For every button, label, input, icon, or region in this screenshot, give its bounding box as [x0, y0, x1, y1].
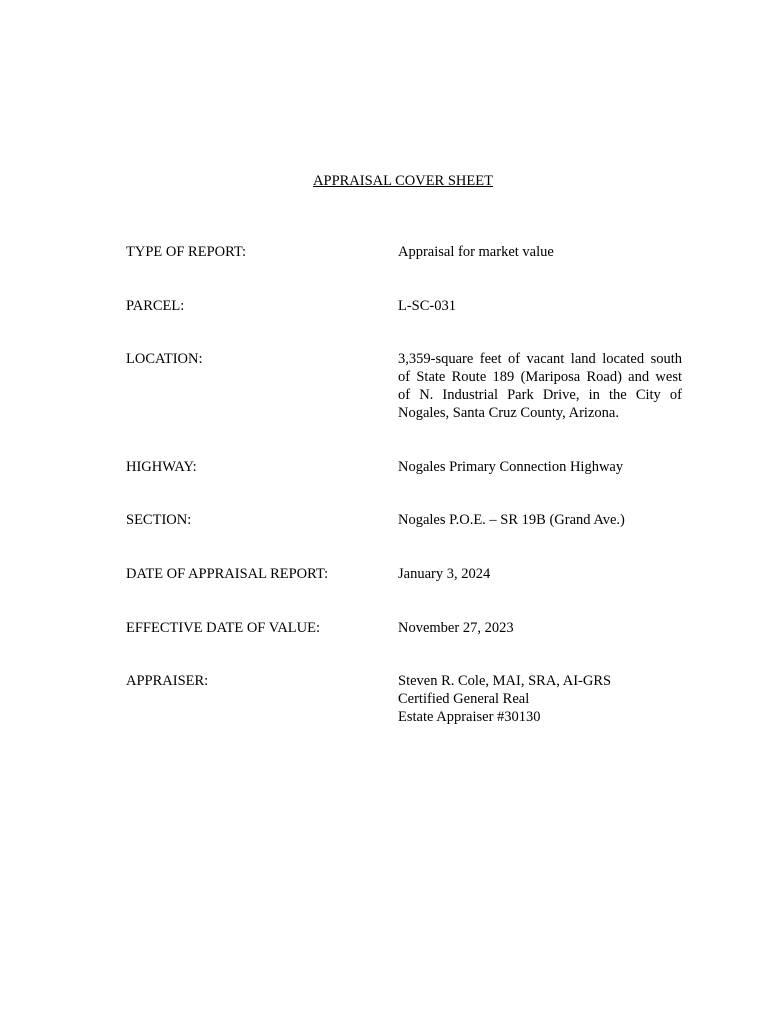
location-line: of State Route 189 (Mariposa Road) and west — [398, 369, 682, 385]
field-value: Nogales P.O.E. – SR 19B (Grand Ave.) — [398, 512, 625, 528]
field-label: HIGHWAY: — [126, 459, 197, 475]
location-line: of N. Industrial Park Drive, in the City of — [398, 387, 682, 403]
appraiser-line: Certified General Real — [398, 691, 530, 707]
appraiser-line: Estate Appraiser #30130 — [398, 709, 541, 725]
field-value — [398, 350, 682, 422]
field-label: TYPE OF REPORT: — [126, 244, 247, 260]
field-label: LOCATION: — [126, 351, 203, 367]
field-label: SECTION: — [126, 512, 192, 528]
field-value: L-SC-031 — [398, 298, 456, 314]
field-value: Appraisal for market value — [398, 244, 554, 260]
field-value: Nogales Primary Connection Highway — [398, 459, 624, 475]
field-value: November 27, 2023 — [398, 620, 514, 636]
location-line: Nogales, Santa Cruz County, Arizona. — [398, 405, 619, 421]
location-line: 3,359-square feet of vacant land located south — [398, 351, 682, 367]
field-label: DATE OF APPRAISAL REPORT: — [126, 566, 329, 582]
field-label: APPRAISER: — [126, 673, 209, 689]
field-value — [398, 672, 682, 726]
field-label: PARCEL: — [126, 298, 185, 314]
appraiser-line: Steven R. Cole, MAI, SRA, AI-GRS — [398, 673, 612, 689]
field-label: EFFECTIVE DATE OF VALUE: — [126, 620, 321, 636]
page-title: APPRAISAL COVER SHEET — [313, 173, 493, 189]
field-value: January 3, 2024 — [398, 566, 491, 582]
